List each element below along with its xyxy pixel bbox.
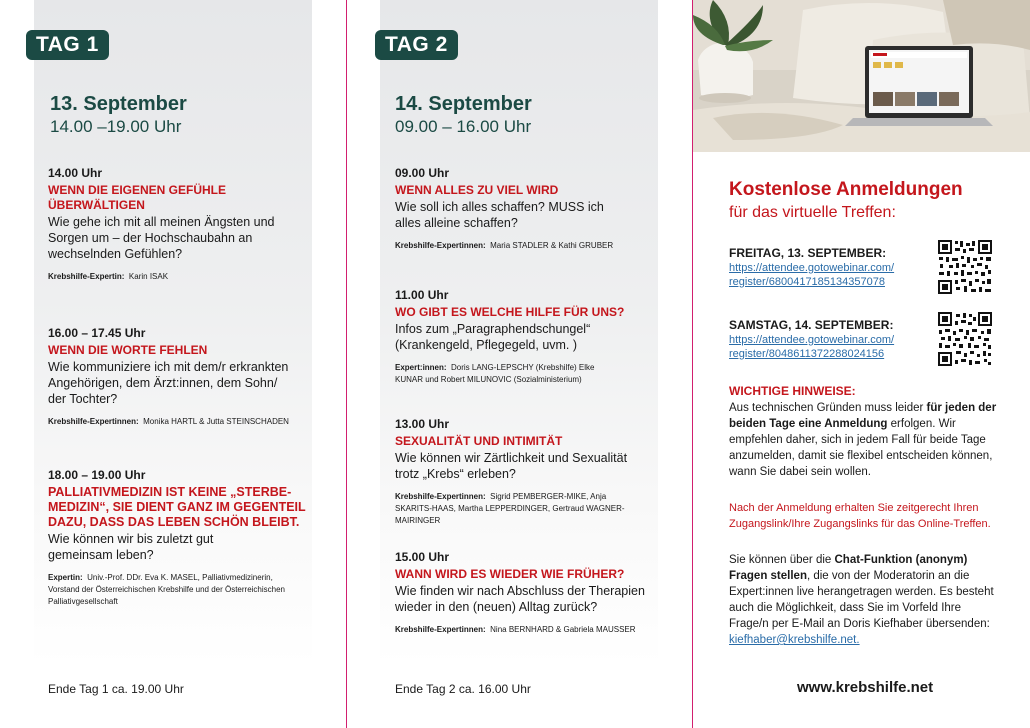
expert-names: Sigrid PEMBERGER-MIKE, Anja SKARITS-HAAS, Martha LEPPERDINGER, Gertraud WAGNER-MAIRINGER <box>395 492 625 525</box>
saturday-registration-link-line2[interactable]: register/8048611372288024156 <box>729 348 885 360</box>
session-expert <box>48 271 298 283</box>
session-description: Wie können wir bis zuletzt gut gemeinsam leben? <box>48 532 214 562</box>
day1-date: 13. September <box>50 93 187 115</box>
expert-names: Doris LANG-LEPSCHY (Krebshilfe) Elke KUNAR und Robert MILUNOVIC (Sozialministerium) <box>395 363 595 384</box>
day1-column <box>0 0 347 728</box>
session-expert <box>395 362 595 386</box>
session-title: WENN DIE WORTE FEHLEN <box>48 343 208 357</box>
chat-info <box>729 552 999 648</box>
expert-label: Expert:innen: <box>395 363 447 372</box>
expert-names: Maria STADLER & Kathi GRUBER <box>490 241 614 250</box>
expert-label: Expertin: <box>48 573 83 582</box>
session-description: Wie soll ich alles schaffen? MUSS ich alles alleine schaffen? <box>395 200 604 230</box>
session-description: Infos zum „Paragraphendschungel“ (Krankengeld, Pflegegeld, uvm. ) <box>395 322 591 352</box>
session-time: 13.00 Uhr <box>395 417 450 431</box>
day2-end-note: Ende Tag 2 ca. 16.00 Uhr <box>395 682 531 696</box>
hints-text-part2: erfolgen. Wir empfehlen daher, sich in jedem Fall für beide Tage anzumelden, damit sie flexibel entscheiden können, wann Sie dabei sein wollen. <box>729 418 993 478</box>
hints-text-part1: Aus technischen Gründen muss leider <box>729 402 927 414</box>
day2-session-1 <box>395 166 645 252</box>
saturday-registration-link-line1[interactable]: https://attendee.gotowebinar.com/ <box>729 334 895 346</box>
registration-subtitle: für das virtuelle Treffen: <box>729 204 896 221</box>
session-description: Wie finden wir nach Abschluss der Therapien wieder in den (neuen) Alltag zurück? <box>395 584 645 614</box>
day1-header <box>50 92 187 138</box>
session-time: 18.00 – 19.00 Uhr <box>48 468 146 482</box>
session-title: WANN WIRD ES WIEDER WIE FRÜHER? <box>395 567 625 581</box>
expert-label: Krebshilfe-Expertinnen: <box>395 492 486 501</box>
expert-names: Nina BERNHARD & Gabriela MAUSSER <box>490 625 636 634</box>
registration-friday <box>729 246 929 289</box>
qr-code-icon <box>937 239 993 295</box>
day2-session-2 <box>395 288 645 386</box>
day1-session-3 <box>48 468 310 608</box>
day1-time: 14.00 –19.00 Uhr <box>50 117 182 136</box>
session-time: 14.00 Uhr <box>48 166 103 180</box>
email-link[interactable]: kiefhaber@krebshilfe.net. <box>729 634 860 646</box>
friday-qr-code[interactable] <box>937 239 993 295</box>
session-expert <box>395 240 645 252</box>
session-expert <box>395 491 640 527</box>
day1-session-1 <box>48 166 298 283</box>
hints-text <box>729 400 999 480</box>
session-description: Wie gehe ich mit all meinen Ängsten und Sorgen um – der Hochschaubahn an wechselnden Gefühlen? <box>48 215 275 261</box>
day2-tag: TAG 2 <box>375 30 458 60</box>
chat-text-part1: Sie können über die <box>729 554 835 566</box>
access-link-note: Nach der Anmeldung erhalten Sie zeitgerecht Ihren Zugangslink/Ihre Zugangslinks für das Online-Treffen. <box>729 502 991 530</box>
friday-registration-link-line2[interactable]: register/6800417185134357078 <box>729 276 885 288</box>
hints-text-bold: für jeden der beiden Tage eine Anmeldung <box>729 402 997 430</box>
session-description: Wie kommuniziere ich mit dem/r erkrankten Angehörigen, dem Ärzt:innen, dem Sohn/ der Tochter? <box>48 360 289 406</box>
saturday-qr-code[interactable] <box>937 311 993 367</box>
session-time: 09.00 Uhr <box>395 166 450 180</box>
day2-session-4 <box>395 550 645 636</box>
session-time: 15.00 Uhr <box>395 550 450 564</box>
session-title: PALLIATIVMEDIZIN IST KEINE „STERBE-MEDIZIN“, SIE DIENT GANZ IM GEGENTEIL DAZU, DASS DAS LEBEN SCHÖN BLEIBT. <box>48 485 306 529</box>
session-title: WENN DIE EIGENEN GEFÜHLE ÜBERWÄLTIGEN <box>48 183 227 212</box>
session-expert <box>395 624 645 636</box>
session-title: WO GIBT ES WELCHE HILFE FÜR UNS? <box>395 305 625 319</box>
expert-label: Krebshilfe-Expertinnen: <box>395 625 486 634</box>
day1-session-2 <box>48 326 298 428</box>
day1-tag: TAG 1 <box>26 30 109 60</box>
session-title: WENN ALLES ZU VIEL WIRD <box>395 183 559 197</box>
day2-date: 14. September <box>395 93 532 115</box>
session-expert <box>48 572 293 608</box>
session-title: SEXUALITÄT UND INTIMITÄT <box>395 434 563 448</box>
registration-column <box>693 0 1030 728</box>
day2-session-3 <box>395 417 645 527</box>
day1-end-note: Ende Tag 1 ca. 19.00 Uhr <box>48 682 184 696</box>
chat-text-part2: , die von der Moderatorin an die Expert:innen live herangetragen werden. Es besteht auch die Möglichkeit, dass Sie im Vorfeld Ihre Frage/n per E-Mail an Doris Kiefhaber übersenden: <box>729 570 994 630</box>
friday-label: FREITAG, 13. SEPTEMBER: <box>729 246 887 260</box>
session-time: 16.00 – 17.45 Uhr <box>48 326 146 340</box>
saturday-label: SAMSTAG, 14. SEPTEMBER: <box>729 318 894 332</box>
expert-label: Krebshilfe-Expertinnen: <box>48 417 139 426</box>
day2-column <box>347 0 693 728</box>
day2-header <box>395 92 532 138</box>
expert-names: Karin ISAK <box>128 272 169 281</box>
laptop-photo <box>693 0 1030 152</box>
hints-title: WICHTIGE HINWEISE: <box>729 384 856 398</box>
day2-time: 09.00 – 16.00 Uhr <box>395 117 532 136</box>
expert-label: Krebshilfe-Expertin: <box>48 272 125 281</box>
registration-title: Kostenlose Anmeldungen <box>729 179 963 200</box>
session-time: 11.00 Uhr <box>395 288 449 302</box>
chat-text-bold: Chat-Funktion (anonym) Fragen stellen <box>729 554 968 582</box>
expert-names: Monika HARTL & Jutta STEINSCHADEN <box>143 417 289 426</box>
expert-label: Krebshilfe-Expertinnen: <box>395 241 486 250</box>
session-description: Wie können wir Zärtlichkeit und Sexualität trotz „Krebs“ erleben? <box>395 451 628 481</box>
session-expert <box>48 416 298 428</box>
registration-saturday <box>729 318 929 361</box>
friday-registration-link-line1[interactable]: https://attendee.gotowebinar.com/ <box>729 262 895 274</box>
laptop-photo-illustration <box>693 0 1030 152</box>
website-url[interactable]: www.krebshilfe.net <box>797 679 934 696</box>
expert-names: Univ.-Prof. DDr. Eva K. MASEL, Palliativmedizinerin, Vorstand der Österreichischen Krebshilfe und der Österreichischen Palliativgesellschaft <box>48 573 286 606</box>
qr-code-icon <box>937 311 993 367</box>
